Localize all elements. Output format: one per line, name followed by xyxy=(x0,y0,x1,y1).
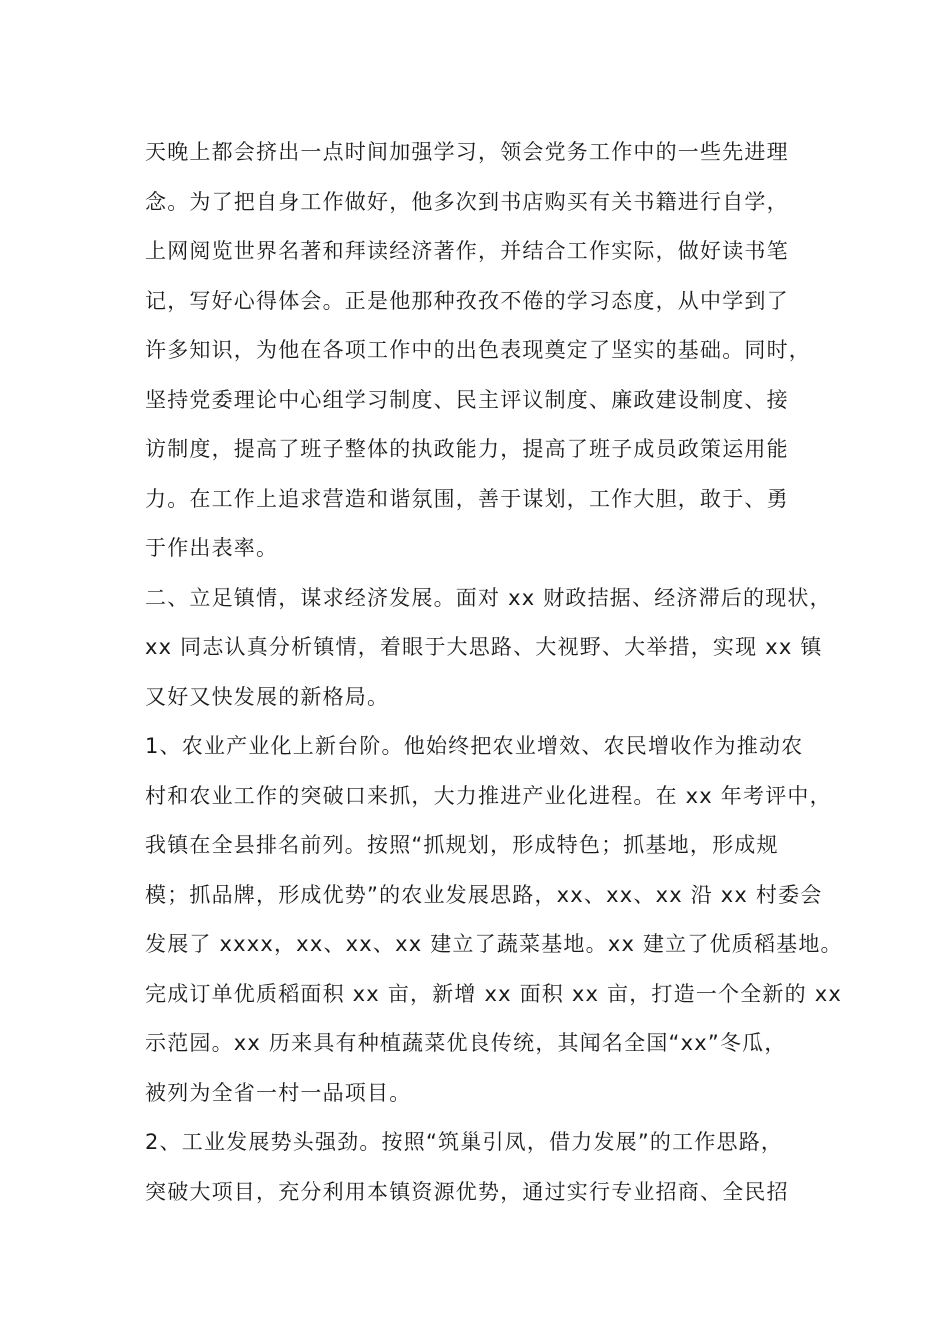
text-line: 二、立足镇情，谋求经济发展。面对 xx 财政拮据、经济滞后的现状， xyxy=(145,585,832,610)
document-body xyxy=(145,128,843,1217)
text-line: 力。在工作上追求营造和谐氛围，善于谋划，工作大胆，敢于、勇 xyxy=(145,486,789,511)
text-line: 完成订单优质稻面积 xx 亩，新增 xx 面积 xx 亩，打造一个全新的 xx xyxy=(145,981,842,1006)
text-line: 坚持党委理论中心组学习制度、民主评议制度、廉政建设制度、接 xyxy=(145,387,789,412)
text-line: 许多知识，为他在各项工作中的出色表现奠定了坚实的基础。同时， xyxy=(145,338,811,362)
text-line: 念。为了把自身工作做好，他多次到书店购买有关书籍进行自学， xyxy=(145,189,789,214)
text-line: 1、农业产业化上新台阶。他始终把农业增效、农民增收作为推动农 xyxy=(145,734,804,758)
text-line: 天晚上都会挤出一点时间加强学习，领会党务工作中的一些先进理 xyxy=(145,140,789,164)
text-line: 上网阅览世界名著和拜读经济著作，并结合工作实际，做好读书笔 xyxy=(145,239,789,263)
text-line: 突破大项目，充分利用本镇资源优势，通过实行专业招商、全民招 xyxy=(145,1179,789,1204)
text-line: 模；抓品牌，形成优势”的农业发展思路，xx、xx、xx 沿 xx 村委会 xyxy=(145,882,823,907)
paragraph xyxy=(145,1118,810,1217)
text-line: 示范园。xx 历来具有种植蔬菜优良传统，其闻名全国“xx”冬瓜， xyxy=(145,1031,787,1055)
text-line: 记，写好心得体会。正是他那种孜孜不倦的学习态度，从中学到了 xyxy=(145,288,789,313)
text-line: 我镇在全县排名前列。按照“抓规划，形成特色；抓基地，形成规 xyxy=(145,833,779,857)
text-line: 村和农业工作的突破口来抓，大力推进产业化进程。在 xx 年考评中， xyxy=(145,783,832,808)
paragraph xyxy=(145,574,832,723)
text-line: 被列为全省一村一品项目。 xyxy=(145,1080,412,1105)
paragraph xyxy=(145,722,843,1118)
text-line: 访制度，提高了班子整体的执政能力，提高了班子成员政策运用能 xyxy=(145,437,789,461)
text-line: xx 同志认真分析镇情，着眼于大思路、大视野、大举措，实现 xx 镇 xyxy=(145,635,823,659)
text-line: 又好又快发展的新格局。 xyxy=(145,684,390,709)
text-line: 发展了 xxxx，xx、xx、xx 建立了蔬菜基地。xx 建立了优质稻基地。 xyxy=(145,932,843,956)
text-line: 于作出表率。 xyxy=(145,536,279,560)
text-line: 2、工业发展势头强劲。按照“筑巢引凤，借力发展”的工作思路， xyxy=(145,1130,784,1154)
paragraph xyxy=(145,128,810,574)
